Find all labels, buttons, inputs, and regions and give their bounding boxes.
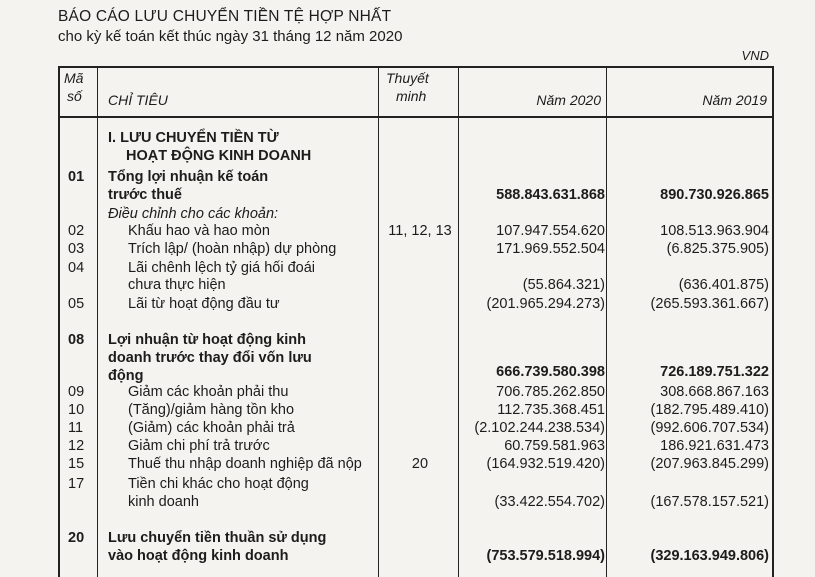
- table-row: [0, 402, 815, 422]
- row-label-cont: động: [108, 368, 144, 384]
- row-value-2020: 588.843.631.868: [496, 187, 605, 203]
- row-code: 01: [68, 169, 85, 185]
- row-value-2019: 726.189.751.322: [660, 364, 769, 380]
- row-value-2020: (55.864.321): [522, 277, 605, 293]
- row-value-2019: 186.921.631.473: [660, 438, 769, 454]
- row-value-2020: 60.759.581.963: [504, 438, 605, 454]
- header-year2020: Năm 2020: [536, 92, 601, 108]
- row-label-cont: kinh doanh: [128, 494, 199, 510]
- table-row: [0, 277, 815, 297]
- row-code: 08: [68, 332, 85, 348]
- row-value-2020: (164.932.519.420): [486, 456, 605, 472]
- row-value-2020: (201.965.294.273): [486, 296, 605, 312]
- row-label-cont: chưa thực hiện: [128, 277, 226, 293]
- header-note-line2: minh: [396, 88, 427, 104]
- row-value-2019: (182.795.489.410): [650, 402, 769, 418]
- row-value-2019: (265.593.361.667): [650, 296, 769, 312]
- table-row: [0, 548, 815, 568]
- report-subtitle: cho kỳ kế toán kết thúc ngày 31 tháng 12 năm 2020: [58, 28, 403, 45]
- table-row: [0, 476, 815, 496]
- row-value-2020: 171.969.552.504: [496, 241, 605, 257]
- table-row: [0, 494, 815, 514]
- row-value-2019: 108.513.963.904: [660, 223, 769, 239]
- report-title: BÁO CÁO LƯU CHUYỂN TIỀN TỆ HỢP NHẤT: [58, 8, 392, 25]
- row-label: Giảm các khoản phải thu: [128, 384, 289, 400]
- currency-unit: VND: [741, 48, 769, 63]
- row-label: Thuế thu nhập doanh nghiệp đã nộp: [128, 456, 362, 472]
- row-code: 17: [68, 476, 85, 492]
- row-label: Tổng lợi nhuận kế toán: [108, 169, 269, 185]
- row-value-2019: (329.163.949.806): [650, 548, 769, 564]
- header-note-line1: Thuyết: [386, 70, 429, 86]
- row-value-2020: 706.785.262.850: [496, 384, 605, 400]
- table-row: [0, 456, 815, 476]
- row-label: Khấu hao và hao mòn: [128, 223, 270, 239]
- table-row: [0, 420, 815, 440]
- row-value-2019: 308.668.867.163: [660, 384, 769, 400]
- row-code: 20: [68, 530, 85, 546]
- row-value-2019: (992.606.707.534): [650, 420, 769, 436]
- table-row: [0, 530, 815, 550]
- row-label: Điều chỉnh cho các khoản:: [108, 206, 279, 222]
- row-value-2020: (753.579.518.994): [486, 548, 605, 564]
- row-value-2020: 666.739.580.398: [496, 364, 605, 380]
- table-row: [0, 223, 815, 243]
- header-code-line2: số: [67, 88, 82, 104]
- row-note: 20: [411, 456, 429, 472]
- row-label-cont: vào hoạt động kinh doanh: [108, 548, 289, 564]
- row-value-2019: (6.825.375.905): [666, 241, 769, 257]
- row-value-2020: (33.422.554.702): [494, 494, 605, 510]
- row-note: 11, 12, 13: [388, 223, 452, 239]
- header-year2019: Năm 2019: [702, 92, 767, 108]
- row-code: 09: [68, 384, 85, 400]
- row-code: 10: [68, 402, 85, 418]
- row-value-2019: (207.963.845.299): [650, 456, 769, 472]
- header-item: CHỈ TIÊU: [108, 92, 168, 108]
- table-row: [0, 187, 815, 207]
- row-label: Lãi chênh lệch tỷ giá hối đoái: [128, 260, 316, 276]
- table-row: [0, 332, 815, 352]
- table-row: [0, 296, 815, 316]
- row-code: 03: [68, 241, 85, 257]
- row-code: 11: [68, 420, 84, 436]
- row-label: Giảm chi phí trả trước: [128, 438, 270, 454]
- row-label: Lợi nhuận từ hoạt động kinh: [108, 332, 307, 348]
- row-label: Lưu chuyển tiền thuần sử dụng: [108, 530, 327, 546]
- row-value-2019: (636.401.875): [678, 277, 769, 293]
- row-label-cont: doanh trước thay đổi vốn lưu: [108, 350, 312, 366]
- row-label: Tiền chi khác cho hoạt động: [128, 476, 309, 492]
- row-label: (Tăng)/giảm hàng tồn kho: [128, 402, 295, 418]
- table-top-border: [58, 66, 773, 68]
- row-code: 12: [68, 438, 85, 454]
- row-code: 15: [68, 456, 85, 472]
- section-title-line1: I. LƯU CHUYỂN TIỀN TỪ: [108, 130, 279, 146]
- table-row: [0, 169, 815, 189]
- row-label: Lãi từ hoạt động đầu tư: [128, 296, 280, 312]
- header-bottom-border: [58, 116, 773, 118]
- header-code-line1: Mã: [64, 70, 84, 86]
- row-label-cont: trước thuế: [108, 187, 182, 203]
- row-code: 04: [68, 260, 85, 276]
- row-code: 05: [68, 296, 85, 312]
- row-value-2020: 107.947.554.620: [496, 223, 605, 239]
- row-value-2020: 112.735.368.451: [497, 402, 605, 418]
- table-row: [0, 241, 815, 261]
- row-value-2020: (2.102.244.238.534): [474, 420, 605, 436]
- table-row: [0, 438, 815, 458]
- section-title-line2: HOẠT ĐỘNG KINH DOANH: [126, 148, 312, 164]
- row-value-2019: (167.578.157.521): [650, 494, 769, 510]
- table-row: [0, 384, 815, 404]
- row-label: (Giảm) các khoản phải trả: [128, 420, 295, 436]
- row-label: Trích lập/ (hoàn nhập) dự phòng: [128, 241, 337, 257]
- row-value-2019: 890.730.926.865: [660, 187, 769, 203]
- row-code: 02: [68, 223, 85, 239]
